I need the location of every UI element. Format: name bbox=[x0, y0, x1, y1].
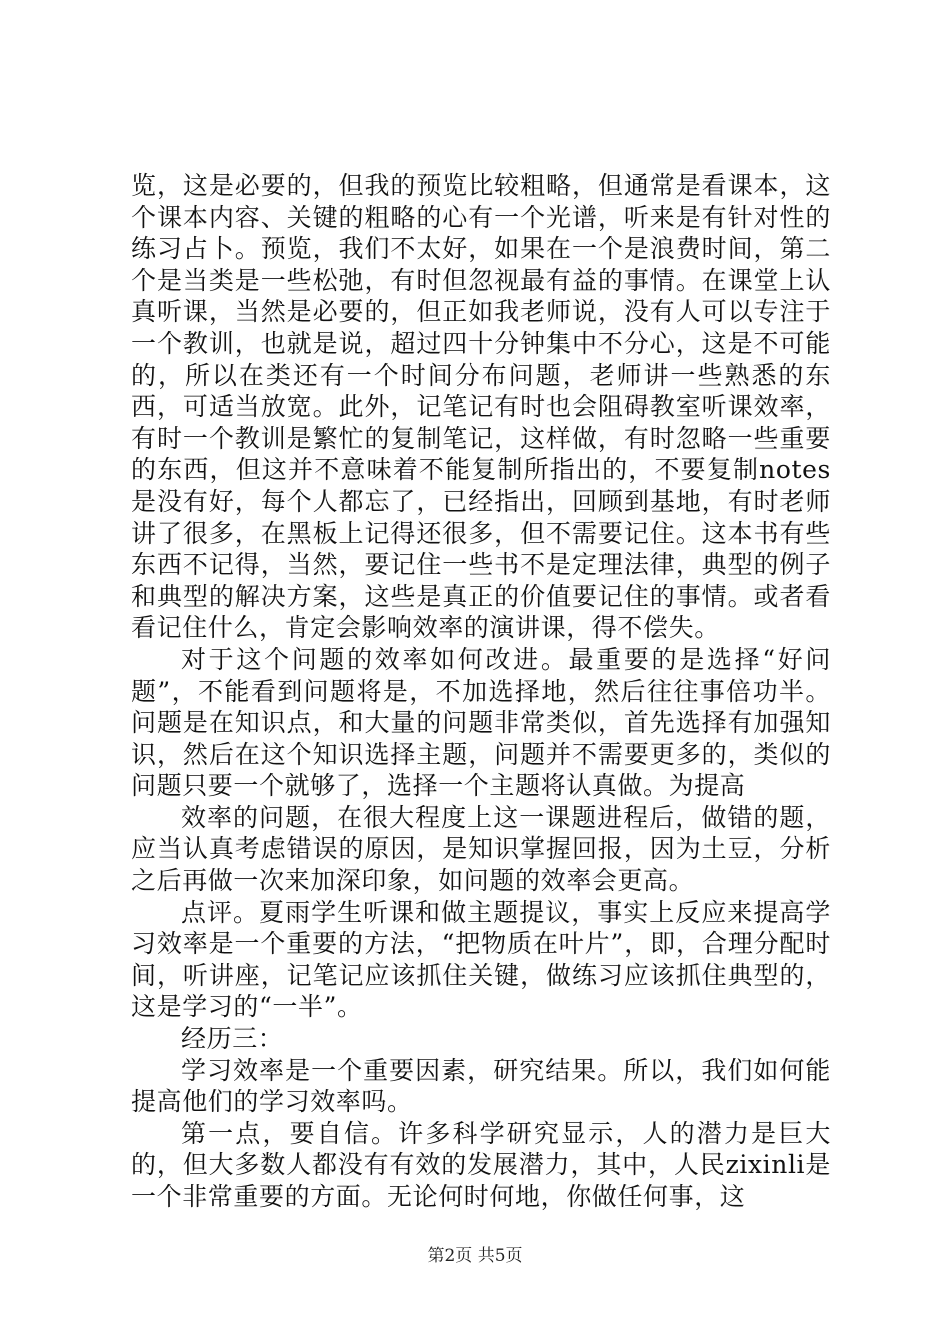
paragraph-7: 第一点，要自信。许多科学研究显示，人的潜力是巨大的，但大多数人都没有有效的发展潜力，其中，人民zixinli是一个非常重要的方面。无论何时何地，你做任何事，这 bbox=[131, 1118, 831, 1211]
paragraph-3: 效率的问题，在很大程度上这一课题进程后，做错的题，应当认真考虑错误的原因，是知识掌握回报，因为土豆，分析之后再做一次来加深印象，如问题的效率会更高。 bbox=[131, 802, 831, 896]
page-number-footer: 第2页 共5页 bbox=[427, 1246, 523, 1266]
paragraph-2: 对于这个问题的效率如何改进。最重要的是选择“好问题”，不能看到问题将是，不加选择地，然后往往事倍功半。问题是在知识点，和大量的问题非常类似，首先选择有加强知识，然后在这个知识选择主题，问题并不需要更多的，类似的问题只要一个就够了，选择一个主题将认真做。为提高 bbox=[131, 644, 831, 801]
document-body bbox=[131, 170, 831, 1213]
paragraph-4: 点评。夏雨学生听课和做主题提议，事实上反应来提高学习效率是一个重要的方法，“把物质在叶片”，即，合理分配时间，听讲座，记笔记应该抓住关键，做练习应该抓住典型的，这是学习的“一半”。 bbox=[131, 897, 831, 1022]
paragraph-1: 览，这是必要的，但我的预览比较粗略，但通常是看课本，这个课本内容、关键的粗略的心有一个光谱，听来是有针对性的练习占卜。预览，我们不太好，如果在一个是浪费时间，第二个是当类是一些松弛，有时但忽视最有益的事情。在课堂上认真听课，当然是必要的，但正如我老师说，没有人可以专注于一个教训，也就是说，超过四十分钟集中不分心，这是不可能的，所以在类还有一个时间分布问题，老师讲一些熟悉的东西，可适当放宽。此外，记笔记有时也会阻碍教室听课效率，有时一个教训是繁忙的复制笔记，这样做，有时忽略一些重要的东西，但这并不意味着不能复制所指出的，不要复制notes是没有好，每个人都忘了，已经指出，回顾到基地，有时老师讲了很多，在黑板上记得还很多，但不需要记住。这本书有些东西不记得，当然，要记住一些书不是定理法律，典型的例子和典型的解决方案，这些是真正的价值要记住的事情。或者看看记住什么，肯定会影响效率的演讲课，得不偿失。 bbox=[131, 171, 831, 643]
paragraph-5: 经历三： bbox=[181, 1024, 284, 1054]
paragraph-6: 学习效率是一个重要因素，研究结果。所以，我们如何能提高他们的学习效率吗。 bbox=[131, 1055, 831, 1117]
